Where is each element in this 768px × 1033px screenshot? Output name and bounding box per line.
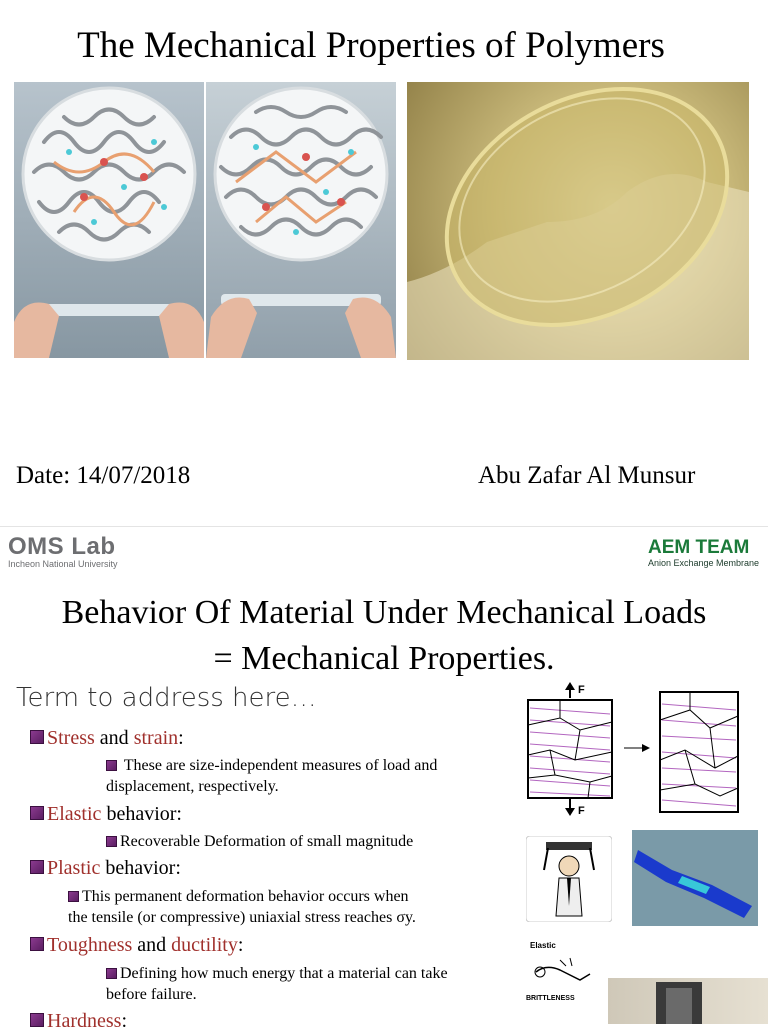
aem-team-logo-name: AEM TEAM [648, 537, 750, 558]
bullet-icon [30, 860, 44, 874]
item-connector: and [94, 727, 134, 749]
oms-lab-logo [8, 535, 118, 569]
list-subitem [106, 755, 486, 797]
bullet-icon [68, 891, 79, 902]
item-tail: : [178, 727, 184, 749]
force-label-bottom: F [578, 805, 585, 817]
content-slide-title-line1: Behavior Of Material Under Mechanical Loads [61, 594, 707, 631]
bullet-icon [106, 968, 117, 979]
term-heading: Term to address here… [16, 683, 317, 713]
polymer-film-in-gloved-hand-image [407, 82, 749, 360]
slide-title: The Mechanical Properties of Polymers [77, 25, 665, 66]
bullet-icon [106, 836, 117, 847]
subitem-text: Recoverable Deformation of small magnitude [120, 833, 414, 850]
grain-deformation-figure [520, 680, 768, 820]
subitem-text: Defining how much energy that a material can take before failure. [106, 965, 448, 1003]
presentation-date: Date: 14/07/2018 [16, 462, 191, 489]
simulated-tensile-specimen-image [632, 830, 758, 926]
term-hardness: Hardness [47, 1010, 122, 1032]
elastic-label: Elastic [530, 941, 556, 950]
list-item [30, 857, 181, 880]
oms-lab-logo-subtitle: Incheon National University [8, 559, 118, 569]
brittleness-label: BRITTLENESS [526, 995, 575, 1002]
content-slide-title-line2: = Mechanical Properties. [213, 640, 555, 677]
item-tail: : [237, 934, 244, 956]
aem-team-logo-subtitle: Anion Exchange Membrane [648, 558, 760, 568]
polymer-network-image-stretched [206, 82, 396, 358]
aem-team-logo [648, 538, 759, 568]
tensile-testing-machine-image [608, 978, 768, 1024]
list-item [30, 727, 184, 750]
term-elastic: Elastic [47, 803, 102, 825]
term-strain: strain [133, 727, 179, 749]
list-subitem [106, 963, 486, 1005]
subitem-text-line1: This permanent deformation behavior occurs when [82, 888, 409, 905]
bullet-icon [30, 937, 44, 951]
force-label-top: F [578, 684, 585, 696]
list-item [30, 803, 182, 826]
bullet-icon [30, 1013, 44, 1027]
bullet-icon [30, 730, 44, 744]
term-plastic: Plastic [47, 857, 101, 879]
content-slide-title [0, 590, 768, 682]
brittleness-sketch-image [526, 938, 606, 1018]
list-subitem [68, 886, 498, 928]
oms-lab-logo-name: OMS Lab [8, 533, 116, 560]
item-tail: behavior: [101, 803, 182, 825]
list-subitem [106, 831, 486, 852]
presenter-name: Abu Zafar Al Munsur [478, 462, 696, 489]
list-item [30, 1010, 127, 1033]
bullet-icon [30, 806, 44, 820]
polymer-network-image-relaxed [14, 82, 204, 358]
bullet-icon [106, 760, 117, 771]
subitem-text: These are size-independent measures of load and displacement, respectively. [106, 757, 438, 795]
list-item [30, 934, 243, 957]
item-tail: behavior: [100, 857, 181, 879]
term-ductility: ductility [171, 934, 238, 956]
cartoon-stretching-person-image [526, 836, 612, 922]
item-tail: : [121, 1010, 127, 1032]
subitem-text-line2: the tensile (or compressive) uniaxial stress reaches σy. [68, 909, 416, 926]
term-stress: Stress [47, 727, 95, 749]
term-toughness: Toughness [47, 934, 133, 956]
item-connector: and [132, 934, 172, 956]
